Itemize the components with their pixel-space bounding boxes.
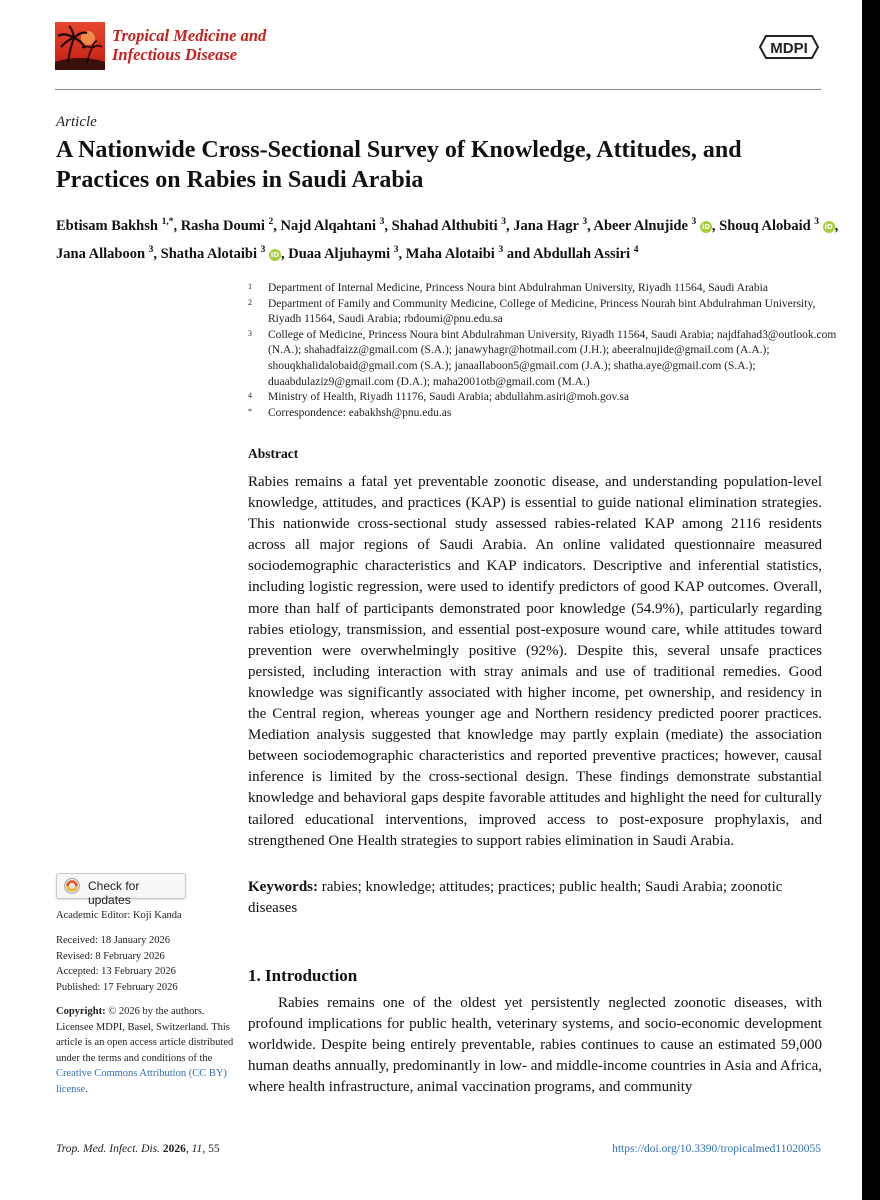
author-affiliation-mark: 3 [498,244,504,255]
affiliation-text: College of Medicine, Princess Noura bint Abdulrahman University, Riyadh 11564, Saudi Arabia; najdfahad3@outlook.com (N.A.); shahadfaizz@gmail.com (S.A.); janawyhagr@hotmail.com (J.H.); abeeralnujide@gmail.com (A.A.); shouqkhalidalobaid@gmail.com (S.A.); janaallaboon5@gmail.com (J.A.); shatha.aye@gmail.com (S.A.); duaabdulaziz9@gmail.com (D.A.); maha2001otb@gmail.com (M.A.) [268,328,837,388]
author-name[interactable]: Abeer Alnujide [593,217,688,234]
revised-date: Revised: 8 February 2026 [56,950,165,962]
copyright-end: . [85,1083,88,1095]
affiliation-number: 1 [248,282,252,291]
affiliation-number: 3 [248,328,252,338]
journal-name: Tropical Medicine and Infectious Disease [112,26,267,64]
check-for-updates-icon [64,878,80,894]
check-for-updates-button[interactable] [56,873,186,907]
affiliation-item [248,390,838,406]
author-name[interactable]: Shahad Althubiti [391,217,498,234]
author-name[interactable]: Duaa Aljuhaymi [288,245,391,262]
mdpi-logo-icon [758,32,820,62]
introduction-heading: 1. Introduction [248,966,358,985]
journal-logo-icon [55,22,105,70]
footer-volume: 11 [191,1143,203,1155]
affiliation-text: Department of Family and Community Medicine, College of Medicine, Princess Nourah bint Abdulrahman University, Riyadh 11564, Saudi Arabia; rbdoumi@pnu.edu.sa [268,297,816,326]
footer-journal-abbrev: Trop. Med. Infect. Dis. [56,1143,161,1155]
footer-doi-link[interactable]: https://doi.org/10.3390/tropicalmed11020055 [612,1143,821,1155]
affiliation-item [248,297,838,328]
introduction-text: Rabies remains one of the oldest yet persistently neglected zoonotic diseases, with profound implications for public health, veterinary systems, and socio-economic development worldwide. Despite being entirely preventable, rabies continues to cause an estimated 59,000 human deaths annually, predominantly in low- and middle-income countries in Asia and Africa, where health infrastructure, animal vaccination programs, and community [248,995,822,1096]
author-name[interactable]: Shatha Alotaibi [160,245,257,262]
author-list: Ebtisam Bakhsh $^{1,*}$, Rasha Doumi $^2$, Najd Alqahtani $^3$, Shahad Althubiti $^3$, Jana Hagr $^3$, Abeer Alnujide $^3$ iD , Shouq Alobaid $^3$ iD , Jana Allaboon $^3$, Shatha Alotaibi $^3$ iD , Duaa Aljuhaymi $^3$, Maha Alotaibi $^3$ and Abdullah Assiri $^4$ [56,217,839,262]
affiliation-item [248,328,838,390]
author-name[interactable]: Jana Allaboon [56,245,146,262]
affiliation-item [248,281,838,297]
author-name[interactable]: Rasha Doumi [180,217,265,234]
affiliation-item [248,406,838,422]
keywords [248,877,822,919]
author-affiliation-mark: 3 [501,217,507,227]
author-affiliation-mark: 3 [379,217,385,227]
keywords-label: Keywords: [248,879,318,895]
orcid-icon[interactable]: iD [270,250,280,259]
affiliation-text: Department of Internal Medicine, Princess Noura bint Abdulrahman University, Riyadh 11564, Saudi Arabia [268,282,768,294]
affiliation-text: Correspondence: eabakhsh@pnu.edu.as [268,406,452,419]
author-affiliation-mark: 3 [148,244,154,255]
affiliation-number: 2 [248,297,252,307]
copyright-notice [56,1004,236,1097]
author-name[interactable]: Maha Alotaibi [405,245,495,262]
author-name[interactable]: Shouq Alobaid [719,217,811,234]
copyright-label: Copyright: [56,1006,106,1017]
article-type: Article [56,114,97,130]
abstract-heading: Abstract [248,446,299,461]
orcid-icon[interactable]: iD [701,222,711,231]
header-rule [55,89,821,90]
received-date: Received: 18 January 2026 [56,935,171,946]
affiliations [248,281,838,421]
mdpi-logo-text: MDPI [770,40,808,57]
academic-editor: Academic Editor: Koji Kanda [56,910,182,921]
footer-citation: Trop. Med. Infect. Dis. 2026, 11, 55 [56,1143,220,1155]
paper-title: A Nationwide Cross-Sectional Survey of Knowledge, Attitudes, and Practices on Rabies in Saudi Arabia [56,137,742,193]
abstract-text: Rabies remains a fatal yet preventable zoonotic disease, and understanding population-level knowledge, attitudes, and practices (KAP) is essential to guide national elimination strategies. This nationwide cross-sectional study assessed rabies-related KAP among 2116 residents across all major regions of Saudi Arabia. An online validated questionnaire measured sociodemographic characteristics and KAP indicators. Descriptive and inferential statistics, including logistic regression, were used to identify predictors of good KAP outcomes. Overall, more than half of participants demonstrated poor knowledge (54.9%), particularly regarding rabies etiology, transmission, and essential post-exposure wound care, while attitudes toward prevention were overwhelmingly positive (92%). Despite this, several unsafe practices persisted, including interaction with stray animals and use of traditional remedies. Good knowledge was significantly associated with higher income, pet ownership, and residency in the Central region, whereas younger age and Northern residency predicted poorer practices. Mediation analysis suggested that knowledge may partly explain (mediate) the association between sociodemographic characteristics and reported preventive practices; however, causal inference is limited by the cross-sectional design. These findings demonstrate substantial knowledge and behavioral gaps despite favorable attitudes and highlight the need for culturally tailored educational interventions, improved access to post-exposure prophylaxis, and strengthened One Health strategies to support rabies elimination in Saudi Arabia. [248,474,822,849]
license-link[interactable]: Creative Commons Attribution (CC BY) license [56,1068,227,1095]
author-affiliation-mark: 3 [393,244,399,255]
publication-dates [56,933,236,995]
author-affiliation-mark: 1,* [161,217,174,227]
author-affiliation-mark: 2 [268,217,274,227]
accepted-date: Accepted: 13 February 2026 [56,966,176,977]
affiliation-number: * [248,406,252,416]
published-date: Published: 17 February 2026 [56,981,178,993]
orcid-icon[interactable]: iD [824,222,833,231]
author-affiliation-mark: 3 [814,217,820,227]
footer-article-no: 55 [208,1143,220,1155]
author-affiliation-mark: 3 [260,244,266,255]
copyright-text: © 2026 by the authors. Licensee MDPI, Basel, Switzerland. This article is an open access article distributed under the terms and conditions of the [56,1006,234,1064]
author-affiliation-mark: 4 [633,244,639,255]
keywords-text: rabies; knowledge; attitudes; practices; public health; Saudi Arabia; zoonotic diseases [248,879,783,916]
affiliation-number: 4 [248,391,252,401]
author-affiliation-mark: 3 [691,217,697,227]
author-affiliation-mark: 3 [582,217,588,227]
author-name[interactable]: Najd Alqahtani [280,217,377,234]
author-conjunction: and [506,245,531,262]
author-name[interactable]: Ebtisam Bakhsh [56,217,158,234]
check-for-updates-label: Check for updates [88,879,140,907]
footer-year: 2026 [162,1143,186,1155]
author-name[interactable]: Jana Hagr [513,217,579,234]
affiliation-text: Ministry of Health, Riyadh 11176, Saudi Arabia; abdullahm.asiri@moh.gov.sa [268,391,629,404]
author-name[interactable]: Abdullah Assiri [533,245,631,262]
